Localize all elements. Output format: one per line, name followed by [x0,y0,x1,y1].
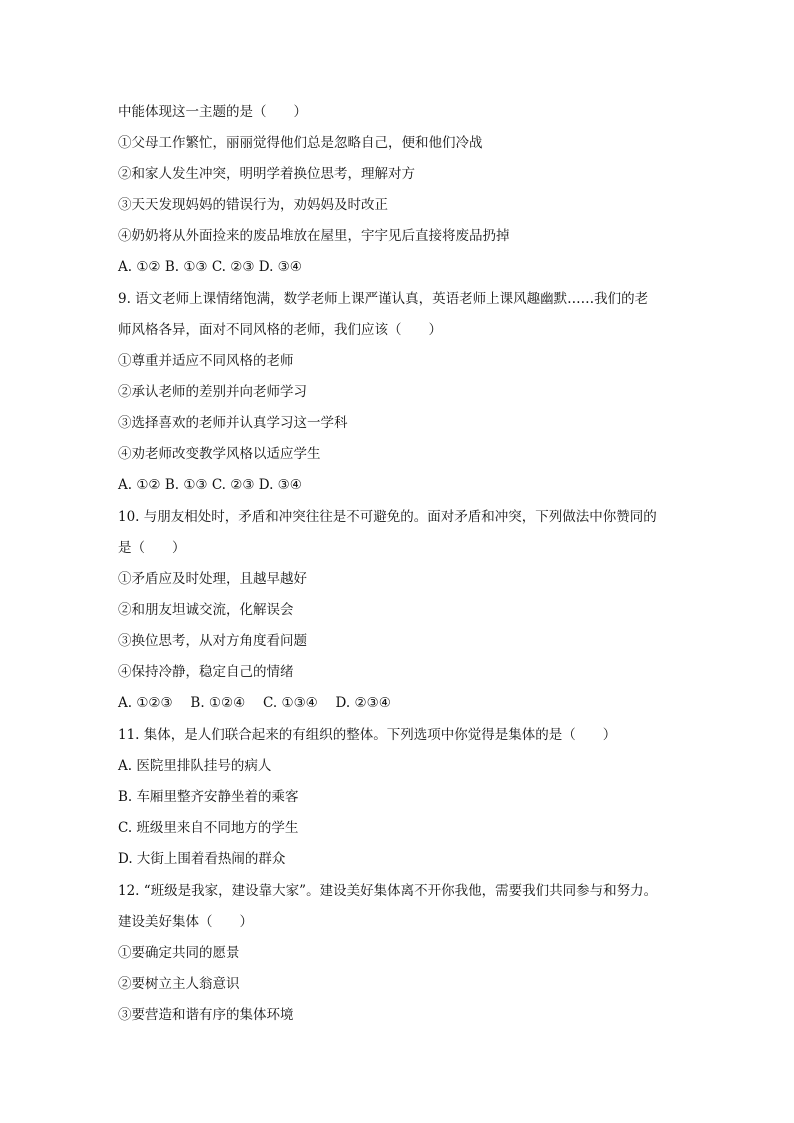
question-11-option-a: A. 医院里排队挂号的病人 [118,758,272,774]
question-8-statement-1: ①父母工作繁忙，丽丽觉得他们总是忽略自己，便和他们冷战 [118,135,483,151]
question-9-stem-line-2: 师风格各异，面对不同风格的老师，我们应该（ ） [118,322,442,338]
question-11-option-c: C. 班级里来自不同地方的学生 [118,820,299,836]
question-10-statement-2: ②和朋友坦诚交流，化解误会 [118,602,294,618]
question-12-statement-2: ②要树立主人翁意识 [118,976,240,992]
question-9-statement-1: ①尊重并适应不同风格的老师 [118,353,294,369]
question-11-option-b: B. 车厢里整齐安静坐着的乘客 [118,789,299,805]
question-10-statement-3: ③换位思考，从对方角度看问题 [118,633,307,649]
question-12-stem-line-2: 建设美好集体（ ） [118,914,253,930]
question-8-options: A. ①② B. ①③ C. ②③ D. ③④ [118,259,302,275]
question-8-stem-continued: 中能体现这一主题的是（ ） [118,104,307,120]
question-10-options: A. ①②③ B. ①②④ C. ①③④ D. ②③④ [118,695,391,711]
question-8-statement-4: ④奶奶将从外面捡来的废品堆放在屋里，宇宇见后直接将废品扔掉 [118,228,510,244]
question-10-stem-line-1: 10. 与朋友相处时，矛盾和冲突往往是不可避免的。面对矛盾和冲突，下列做法中你赞同的 [118,509,657,525]
question-12-statement-3: ③要营造和谐有序的集体环境 [118,1007,294,1023]
question-9-stem-line-1: 9. 语文老师上课情绪饱满，数学老师上课严谨认真，英语老师上课风趣幽默……我们的老 [118,291,649,307]
question-12-stem-line-1: 12. “班级是我家，建设靠大家”。建设美好集体离不开你我他，需要我们共同参与和努力。 [118,883,658,899]
question-11-stem: 11. 集体，是人们联合起来的有组织的整体。下列选项中你觉得是集体的是（ ） [118,727,617,743]
question-10-statement-1: ①矛盾应及时处理，且越早越好 [118,571,307,587]
question-9-statement-4: ④劝老师改变教学风格以适应学生 [118,446,321,462]
question-11-option-d: D. 大街上围着看热闹的群众 [118,851,286,867]
question-12-statement-1: ①要确定共同的愿景 [118,945,240,961]
question-8-statement-3: ③天天发现妈妈的错误行为，劝妈妈及时改正 [118,197,388,213]
question-9-options: A. ①② B. ①③ C. ②③ D. ③④ [118,477,302,493]
question-10-stem-line-2: 是（ ） [118,540,186,556]
question-8-statement-2: ②和家人发生冲突，明明学着换位思考，理解对方 [118,166,415,182]
question-10-statement-4: ④保持冷静，稳定自己的情绪 [118,664,294,680]
question-9-statement-3: ③选择喜欢的老师并认真学习这一学科 [118,415,348,431]
question-9-statement-2: ②承认老师的差别并向老师学习 [118,384,307,400]
